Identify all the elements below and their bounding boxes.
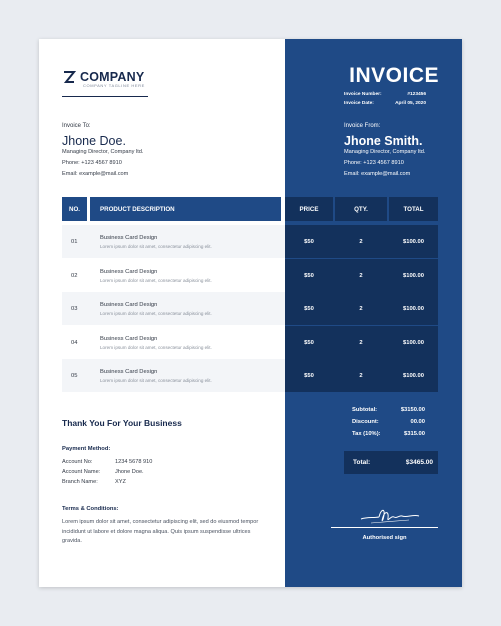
invoice-from-role: Managing Director, Company ltd.	[344, 149, 426, 155]
row-total: $100.00	[403, 340, 424, 346]
invoice-title: INVOICE	[349, 64, 439, 87]
row-price: $50	[304, 306, 314, 312]
row-price: $50	[304, 239, 314, 245]
row-title: Business Card Design	[100, 336, 158, 342]
invoice-from-email: Email: example@mail.com	[344, 171, 411, 177]
branch-value: XYZ	[115, 479, 126, 485]
invoice-sheet	[39, 39, 462, 587]
invoice-number: #123456	[407, 92, 426, 97]
logo-divider	[62, 96, 148, 97]
row-total: $100.00	[403, 273, 424, 279]
table-row	[62, 292, 285, 325]
col-header-total: TOTAL	[389, 197, 438, 221]
col-header-qty: QTY.	[335, 197, 387, 221]
invoice-date: April 05, 2020	[395, 101, 426, 106]
row-title: Business Card Design	[100, 269, 158, 275]
row-description: Lorem ipsum dolor sit amet, consectetur adipiscing elit.	[100, 311, 212, 316]
signature-icon	[357, 505, 423, 527]
invoice-to-name: Jhone Doe.	[62, 134, 126, 148]
invoice-to-phone: Phone: +123 4567 8910	[62, 160, 122, 166]
signature-line	[331, 527, 438, 528]
invoice-from-heading: Invoice From:	[344, 123, 381, 129]
account-name-value: Jhone Doe.	[115, 469, 144, 475]
invoice-from-name: Jhone Smith.	[344, 134, 423, 148]
row-qty: 2	[359, 239, 363, 245]
row-total: $100.00	[403, 306, 424, 312]
thank-you-text: Thank You For Your Business	[62, 418, 182, 428]
row-total: $100.00	[403, 373, 424, 379]
table-row	[62, 225, 285, 258]
company-logo-icon	[62, 70, 76, 84]
signature-label: Authorised sign	[362, 535, 407, 541]
discount-value: 00.00	[410, 419, 425, 425]
company-name: COMPANY	[80, 70, 145, 84]
terms-heading: Terms & Conditions:	[62, 506, 119, 512]
row-price: $50	[304, 340, 314, 346]
row-title: Business Card Design	[100, 235, 158, 241]
discount-label: Discount:	[352, 419, 379, 425]
invoice-to-role: Managing Director, Company ltd.	[62, 149, 144, 155]
row-number: 02	[71, 273, 78, 279]
row-description: Lorem ipsum dolor sit amet, consectetur adipiscing elit.	[100, 378, 212, 383]
subtotal-label: Subtotal:	[352, 407, 378, 413]
company-tagline: COMPANY TAGLINE HERE	[83, 83, 145, 88]
row-qty: 2	[359, 306, 363, 312]
row-description: Lorem ipsum dolor sit amet, consectetur adipiscing elit.	[100, 244, 212, 249]
invoice-to-email: Email: example@mail.com	[62, 171, 129, 177]
grand-total-label: Total:	[353, 459, 371, 466]
row-qty: 2	[359, 273, 363, 279]
row-title: Business Card Design	[100, 302, 158, 308]
row-number: 05	[71, 373, 78, 379]
grand-total-value: $3465.00	[405, 459, 433, 466]
row-total: $100.00	[403, 239, 424, 245]
company-logo	[62, 70, 144, 84]
row-qty: 2	[359, 340, 363, 346]
invoice-date-label: Invoice Date:	[344, 101, 374, 106]
tax-label: Tax (10%):	[352, 431, 381, 437]
branch-label: Branch Name:	[62, 479, 98, 485]
account-no-label: Account No:	[62, 459, 93, 465]
account-name-label: Account Name:	[62, 469, 101, 475]
invoice-number-label: Invoice Number:	[344, 92, 382, 97]
terms-text: Lorem ipsum dolor sit amet, consectetur adipiscing elit, sed do eiusmod tempor incididunt ut labore et dolore magna aliqua. Quis ipsum suspendisse ultrices gravida.	[62, 519, 259, 544]
col-header-no: NO.	[62, 197, 87, 221]
row-title: Business Card Design	[100, 369, 158, 375]
row-qty: 2	[359, 373, 363, 379]
invoice-to-heading: Invoice To:	[62, 123, 91, 129]
col-header-description: PRODUCT DESCRIPTION	[90, 197, 281, 221]
table-row	[62, 326, 285, 359]
row-number: 03	[71, 306, 78, 312]
row-number: 01	[71, 239, 78, 245]
col-header-price: PRICE	[285, 197, 333, 221]
row-price: $50	[304, 273, 314, 279]
table-row	[62, 359, 285, 392]
invoice-from-phone: Phone: +123 4567 8910	[344, 160, 404, 166]
table-row	[62, 259, 285, 292]
account-no-value: 1234 5678 910	[115, 459, 153, 465]
row-description: Lorem ipsum dolor sit amet, consectetur adipiscing elit.	[100, 345, 212, 350]
row-price: $50	[304, 373, 314, 379]
tax-value: $315.00	[404, 431, 425, 437]
payment-heading: Payment Method:	[62, 446, 111, 452]
row-description: Lorem ipsum dolor sit amet, consectetur adipiscing elit.	[100, 278, 212, 283]
row-number: 04	[71, 340, 78, 346]
subtotal-value: $3150.00	[400, 407, 425, 413]
